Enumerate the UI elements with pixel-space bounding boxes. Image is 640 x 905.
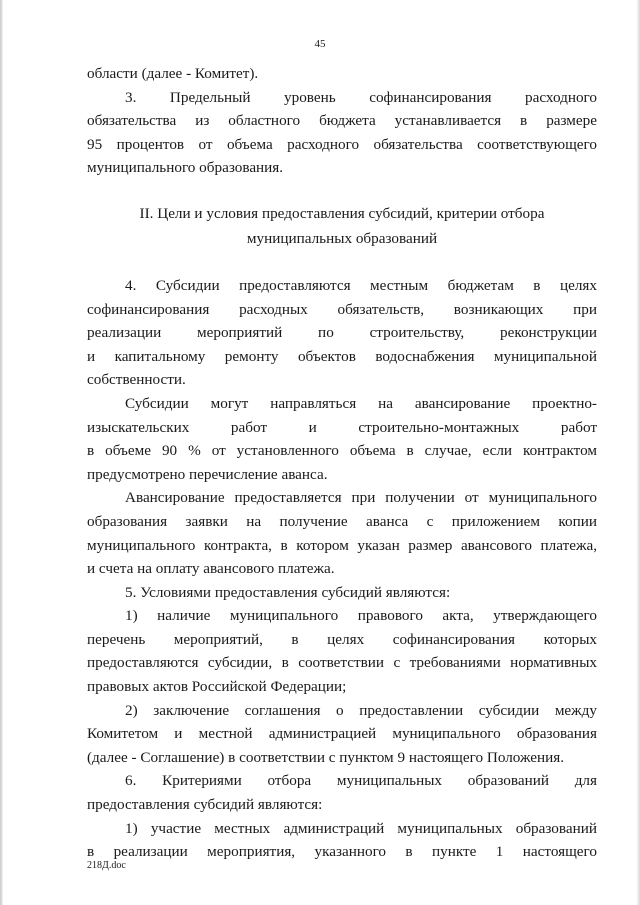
text-line: 5. Условиями предоставления субсидий являются: xyxy=(125,583,451,601)
text-line: 6. Критериями отбора муниципальных образований для xyxy=(125,772,597,790)
text-line: Авансирование предоставляется при получении от муниципального xyxy=(125,489,597,507)
section-heading-line2: муниципальных образований xyxy=(246,229,438,247)
text-line: 3. Предельный уровень софинансирования расходного xyxy=(125,88,597,106)
text-line: перечень мероприятий, в целях софинансирования которых xyxy=(87,630,597,648)
text-line: Комитетом и местной администрацией муниципального образования xyxy=(87,725,597,743)
section-heading xyxy=(87,201,597,251)
page-number: 45 xyxy=(314,38,326,50)
text-line: муниципального контракта, в котором указан размер авансового платежа, xyxy=(87,536,597,554)
text-line: Субсидии могут направляться на авансирование проектно- xyxy=(125,394,597,412)
text-line: области (далее - Комитет). xyxy=(87,65,259,82)
text-line: реализации мероприятий по строительству, реконструкции xyxy=(87,324,597,342)
section-heading-line1: II. Цели и условия предоставления субсидий, критерии отбора xyxy=(139,204,545,222)
text-line: обязательства из областного бюджета устанавливается в размере xyxy=(87,112,597,130)
text-line: и счета на оплату авансового платежа. xyxy=(87,560,335,578)
text-line: изыскательских работ и строительно-монтажных работ xyxy=(87,418,597,436)
text-line: софинансирования расходных обязательств, возникающих при xyxy=(87,300,597,318)
text-line: правовых актов Российской Федерации; xyxy=(87,678,347,696)
document-body xyxy=(87,62,597,864)
text-line: и капитальному ремонту объектов водоснабжения муниципальной xyxy=(87,347,597,365)
text-line: 95 процентов от объема расходного обязательства соответствующего xyxy=(87,135,597,153)
text-line: образования заявки на получение аванса с приложением копии xyxy=(87,512,597,530)
text-line: (далее - Соглашение) в соответствии с пунктом 9 настоящего Положения. xyxy=(87,748,565,766)
text-line: собственности. xyxy=(87,371,186,389)
text-line: 1) участие местных администраций муниципальных образований xyxy=(125,819,597,837)
text-line: муниципального образования. xyxy=(87,159,284,177)
text-line: 4. Субсидии предоставляются местным бюджетам в целях xyxy=(125,276,597,294)
text-line: в объеме 90 % от установленного объема в случае, если контрактом xyxy=(87,442,597,460)
text-line: 1) наличие муниципального правового акта, утверждающего xyxy=(125,607,597,625)
scan-edge-left xyxy=(0,0,3,905)
text-line: предусмотрено перечисление аванса. xyxy=(87,465,328,483)
text-line: 2) заключение соглашения о предоставлении субсидии между xyxy=(125,701,597,719)
text-line: предоставления субсидий являются: xyxy=(87,796,323,814)
text-line: предоставляются субсидии, в соответствии с требованиями нормативных xyxy=(87,654,597,672)
text-line: в реализации мероприятия, указанного в пункте 1 настоящего xyxy=(87,843,597,861)
footer-filename: 218Д.doc xyxy=(87,860,126,871)
